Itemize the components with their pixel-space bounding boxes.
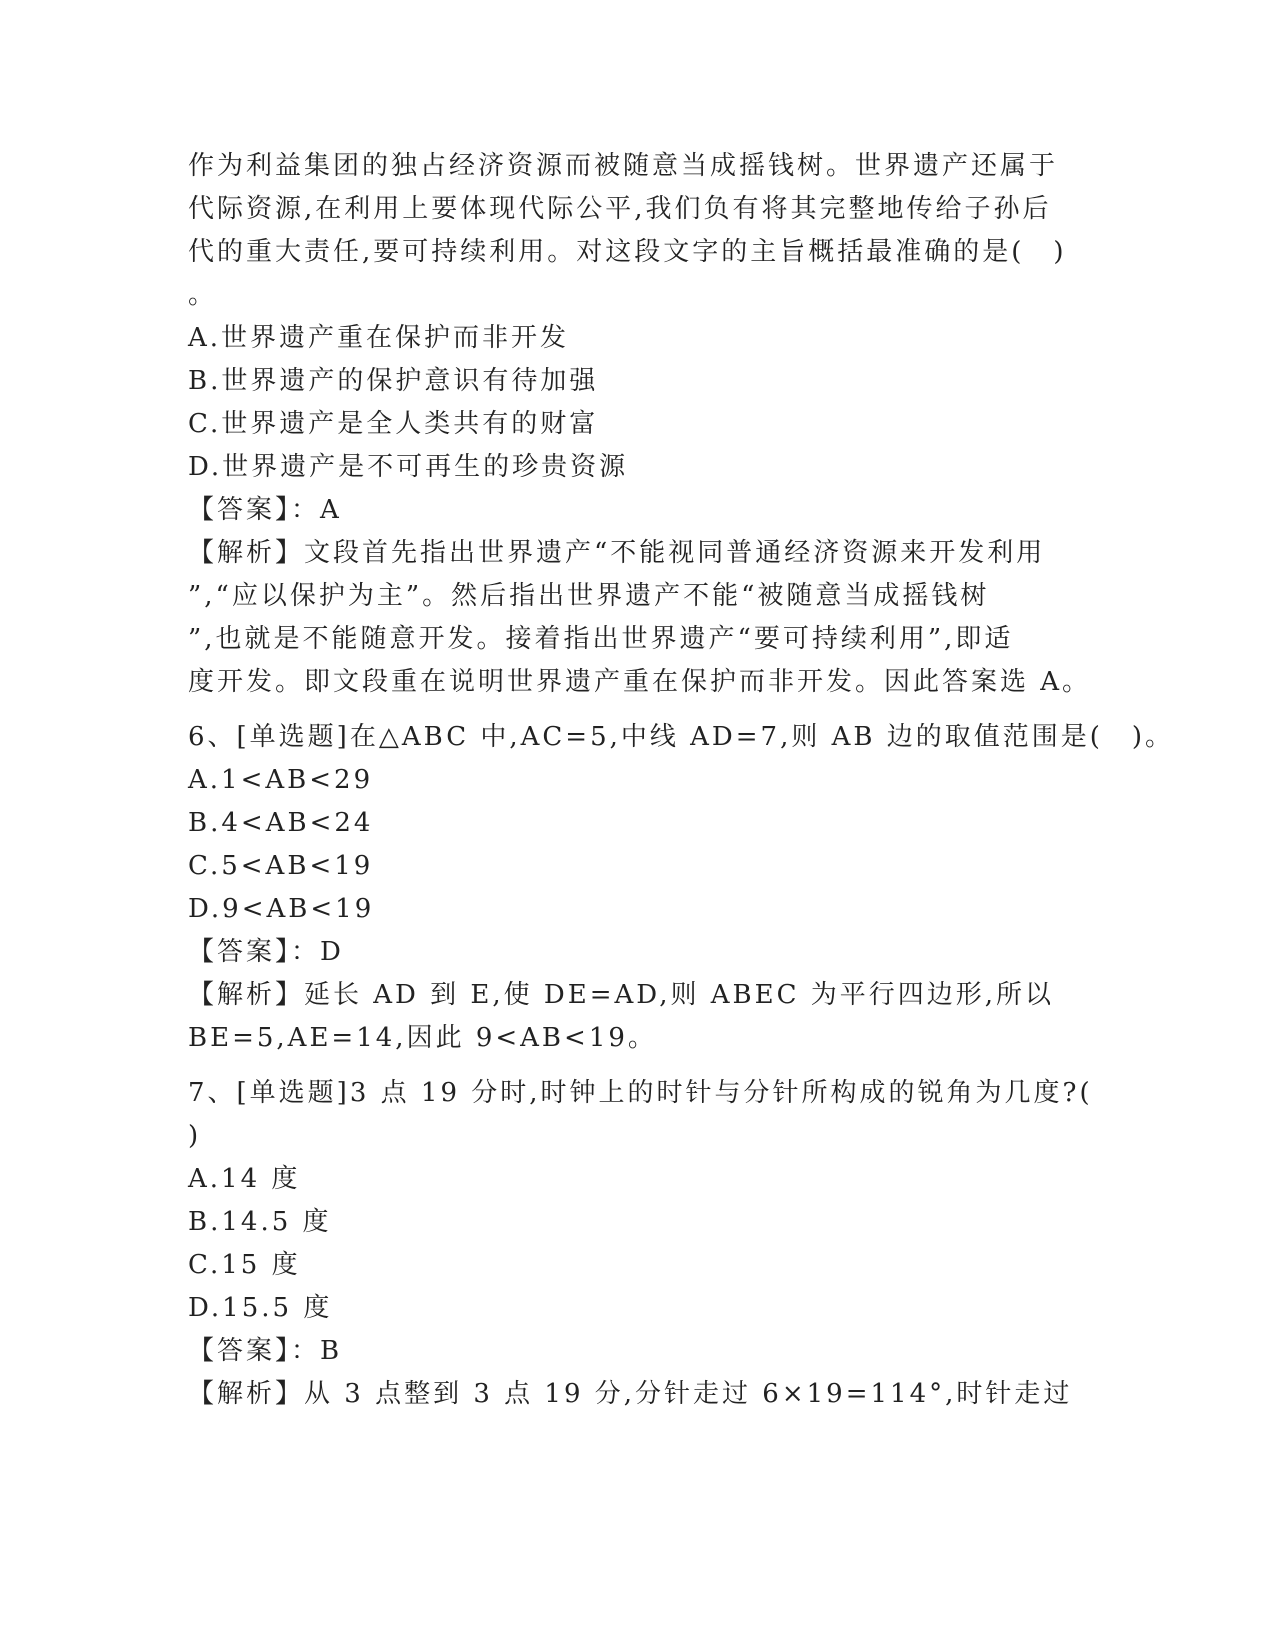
question-5 (188, 145, 1092, 704)
option-d: D.世界遗产是不可再生的珍贵资源 (188, 452, 629, 482)
option-b: B.世界遗产的保护意识有待加强 (188, 366, 599, 396)
analysis-line: ”,也就是不能随意开发。接着指出世界遗产“要可持续利用”,即适 (188, 624, 1014, 654)
analysis-line: 【解析】从 3 点整到 3 点 19 分,分针走过 6×19=114°,时针走过 (188, 1379, 1073, 1409)
option-a: A.14 度 (188, 1164, 301, 1194)
analysis-line: BE=5,AE=14,因此 9<AB<19。 (188, 1023, 657, 1053)
question-7 (188, 1072, 1093, 1416)
analysis-line: ”,“应以保护为主”。然后指出世界遗产不能“被随意当成摇钱树 (188, 581, 990, 611)
option-c: C.世界遗产是全人类共有的财富 (188, 409, 599, 439)
question-stem-line: 7、[单选题]3 点 19 分时,时钟上的时针与分针所构成的锐角为几度?( (188, 1078, 1093, 1108)
option-b: B.14.5 度 (188, 1207, 332, 1237)
answer-line: 【答案】：A (188, 495, 342, 525)
analysis-line: 度开发。即文段重在说明世界遗产重在保护而非开发。因此答案选 A。 (188, 667, 1092, 697)
answer-line: 【答案】：D (188, 937, 344, 967)
question-stem-line: 代际资源,在利用上要体现代际公平,我们负有将其完整地传给子孙后 (188, 194, 1052, 224)
analysis-line: 【解析】文段首先指出世界遗产“不能视同普通经济资源来开发利用 (188, 538, 1046, 568)
option-a: A.1<AB<29 (188, 765, 374, 795)
option-b: B.4<AB<24 (188, 808, 374, 838)
option-a: A.世界遗产重在保护而非开发 (188, 323, 570, 353)
question-stem-line: 代的重大责任,要可持续利用。对这段文字的主旨概括最准确的是( ) (188, 237, 1067, 267)
document-content (188, 145, 1175, 1416)
option-d: D.9<AB<19 (188, 894, 375, 924)
analysis-line: 【解析】延长 AD 到 E,使 DE=AD,则 ABEC 为平行四边形,所以 (188, 980, 1055, 1010)
question-stem-line: 作为利益集团的独占经济资源而被随意当成摇钱树。世界遗产还属于 (188, 151, 1059, 181)
option-c: C.15 度 (188, 1250, 301, 1280)
question-6 (188, 716, 1175, 1060)
question-stem-line: 。 (188, 280, 218, 310)
question-stem-line: 6、[单选题]在△ABC 中,AC=5,中线 AD=7,则 AB 边的取值范围是( )。 (188, 722, 1175, 752)
question-gap (188, 1060, 1088, 1072)
question-stem-line: ) (188, 1121, 202, 1151)
answer-line: 【答案】：B (188, 1336, 343, 1366)
option-d: D.15.5 度 (188, 1293, 333, 1323)
option-c: C.5<AB<19 (188, 851, 374, 881)
question-gap (188, 704, 1088, 716)
